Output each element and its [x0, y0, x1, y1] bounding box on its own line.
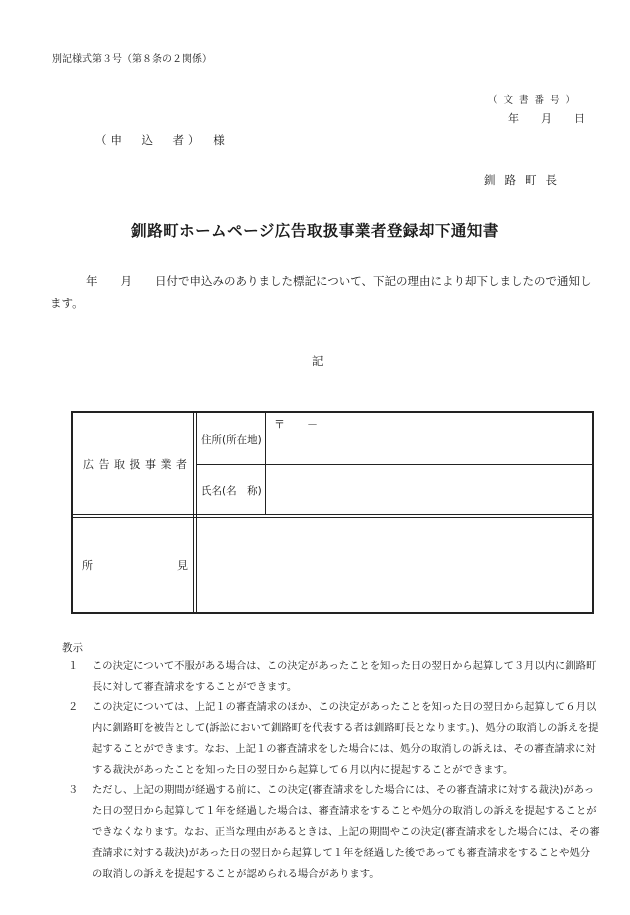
- document-title: 釧路町ホームページ広告取扱事業者登録却下通知書: [131, 222, 499, 240]
- table-divider: [73, 514, 592, 515]
- note-item: [60, 780, 600, 885]
- addressee: （申 込 者） 様: [95, 133, 229, 147]
- note-text: この決定については、上記１の審査請求のほか、この決定があったことを知った日の翌日から起算して６月以内に釧路町を被告として(訴訟において釧路町を代表する者は釧路町長となります。)、処分の取消しの訴えを提起することができます。なお、上記１の審査請求をした場合には、処分の取消しの訴えは、その審査請求に対する裁決があったことを知った日の翌日から起算して６月以内に提起することができます。: [92, 701, 599, 776]
- address-label: 住所(所在地): [201, 434, 262, 446]
- table-divider: [73, 517, 592, 518]
- sender: 釧路町長: [484, 173, 566, 187]
- form-identifier: 別記様式第３号（第８条の２関係）: [52, 54, 212, 65]
- issue-date: [508, 110, 585, 126]
- date-year: 年: [508, 112, 519, 125]
- opinion-label-left: 所: [82, 559, 93, 572]
- note-item: [60, 697, 600, 781]
- note-text: ただし、上記の期間が経過する前に、この決定(審査請求をした場合には、その審査請求に対する裁決)があった日の翌日から起算して１年を経過した場合は、審査請求をすることや処分の取消しの訴えを提起することができなくなります。なお、正当な理由があるときは、上記の期間やこの決定(審査請求をした場合には、その審査請求に対する裁決)があった日の翌日から起算して１年を経過した後であっても審査請求をすることや処分の取消しの訴えを提起することが認められる場合があります。: [92, 784, 600, 880]
- name-label: 氏名(名 称): [201, 485, 262, 497]
- note-text: この決定について不服がある場合は、この決定があったことを知った日の翌日から起算して３月以内に釧路町長に対して審査請求をすることができます。: [92, 660, 597, 693]
- table-divider: [196, 413, 197, 612]
- document-number: （文書番号）: [488, 95, 582, 106]
- notes-heading: 教示: [62, 642, 83, 654]
- table-divider: [193, 413, 194, 612]
- ki-heading: 記: [312, 354, 324, 368]
- address-value: 〒 －: [274, 418, 318, 431]
- note-number: ３: [68, 784, 79, 796]
- body-text: 年 月 日付で申込みのありました標記について、下記の理由により却下しましたので通知します。: [50, 274, 592, 310]
- table-divider: [196, 464, 592, 465]
- info-table: [71, 411, 594, 614]
- note-number: １: [68, 660, 79, 672]
- date-day: 日: [574, 112, 585, 125]
- group-label: 広告取扱事業者: [83, 458, 192, 471]
- note-item: [60, 656, 600, 698]
- date-month: 月: [541, 112, 552, 125]
- opinion-label-right: 見: [177, 559, 188, 572]
- note-number: ２: [68, 701, 79, 713]
